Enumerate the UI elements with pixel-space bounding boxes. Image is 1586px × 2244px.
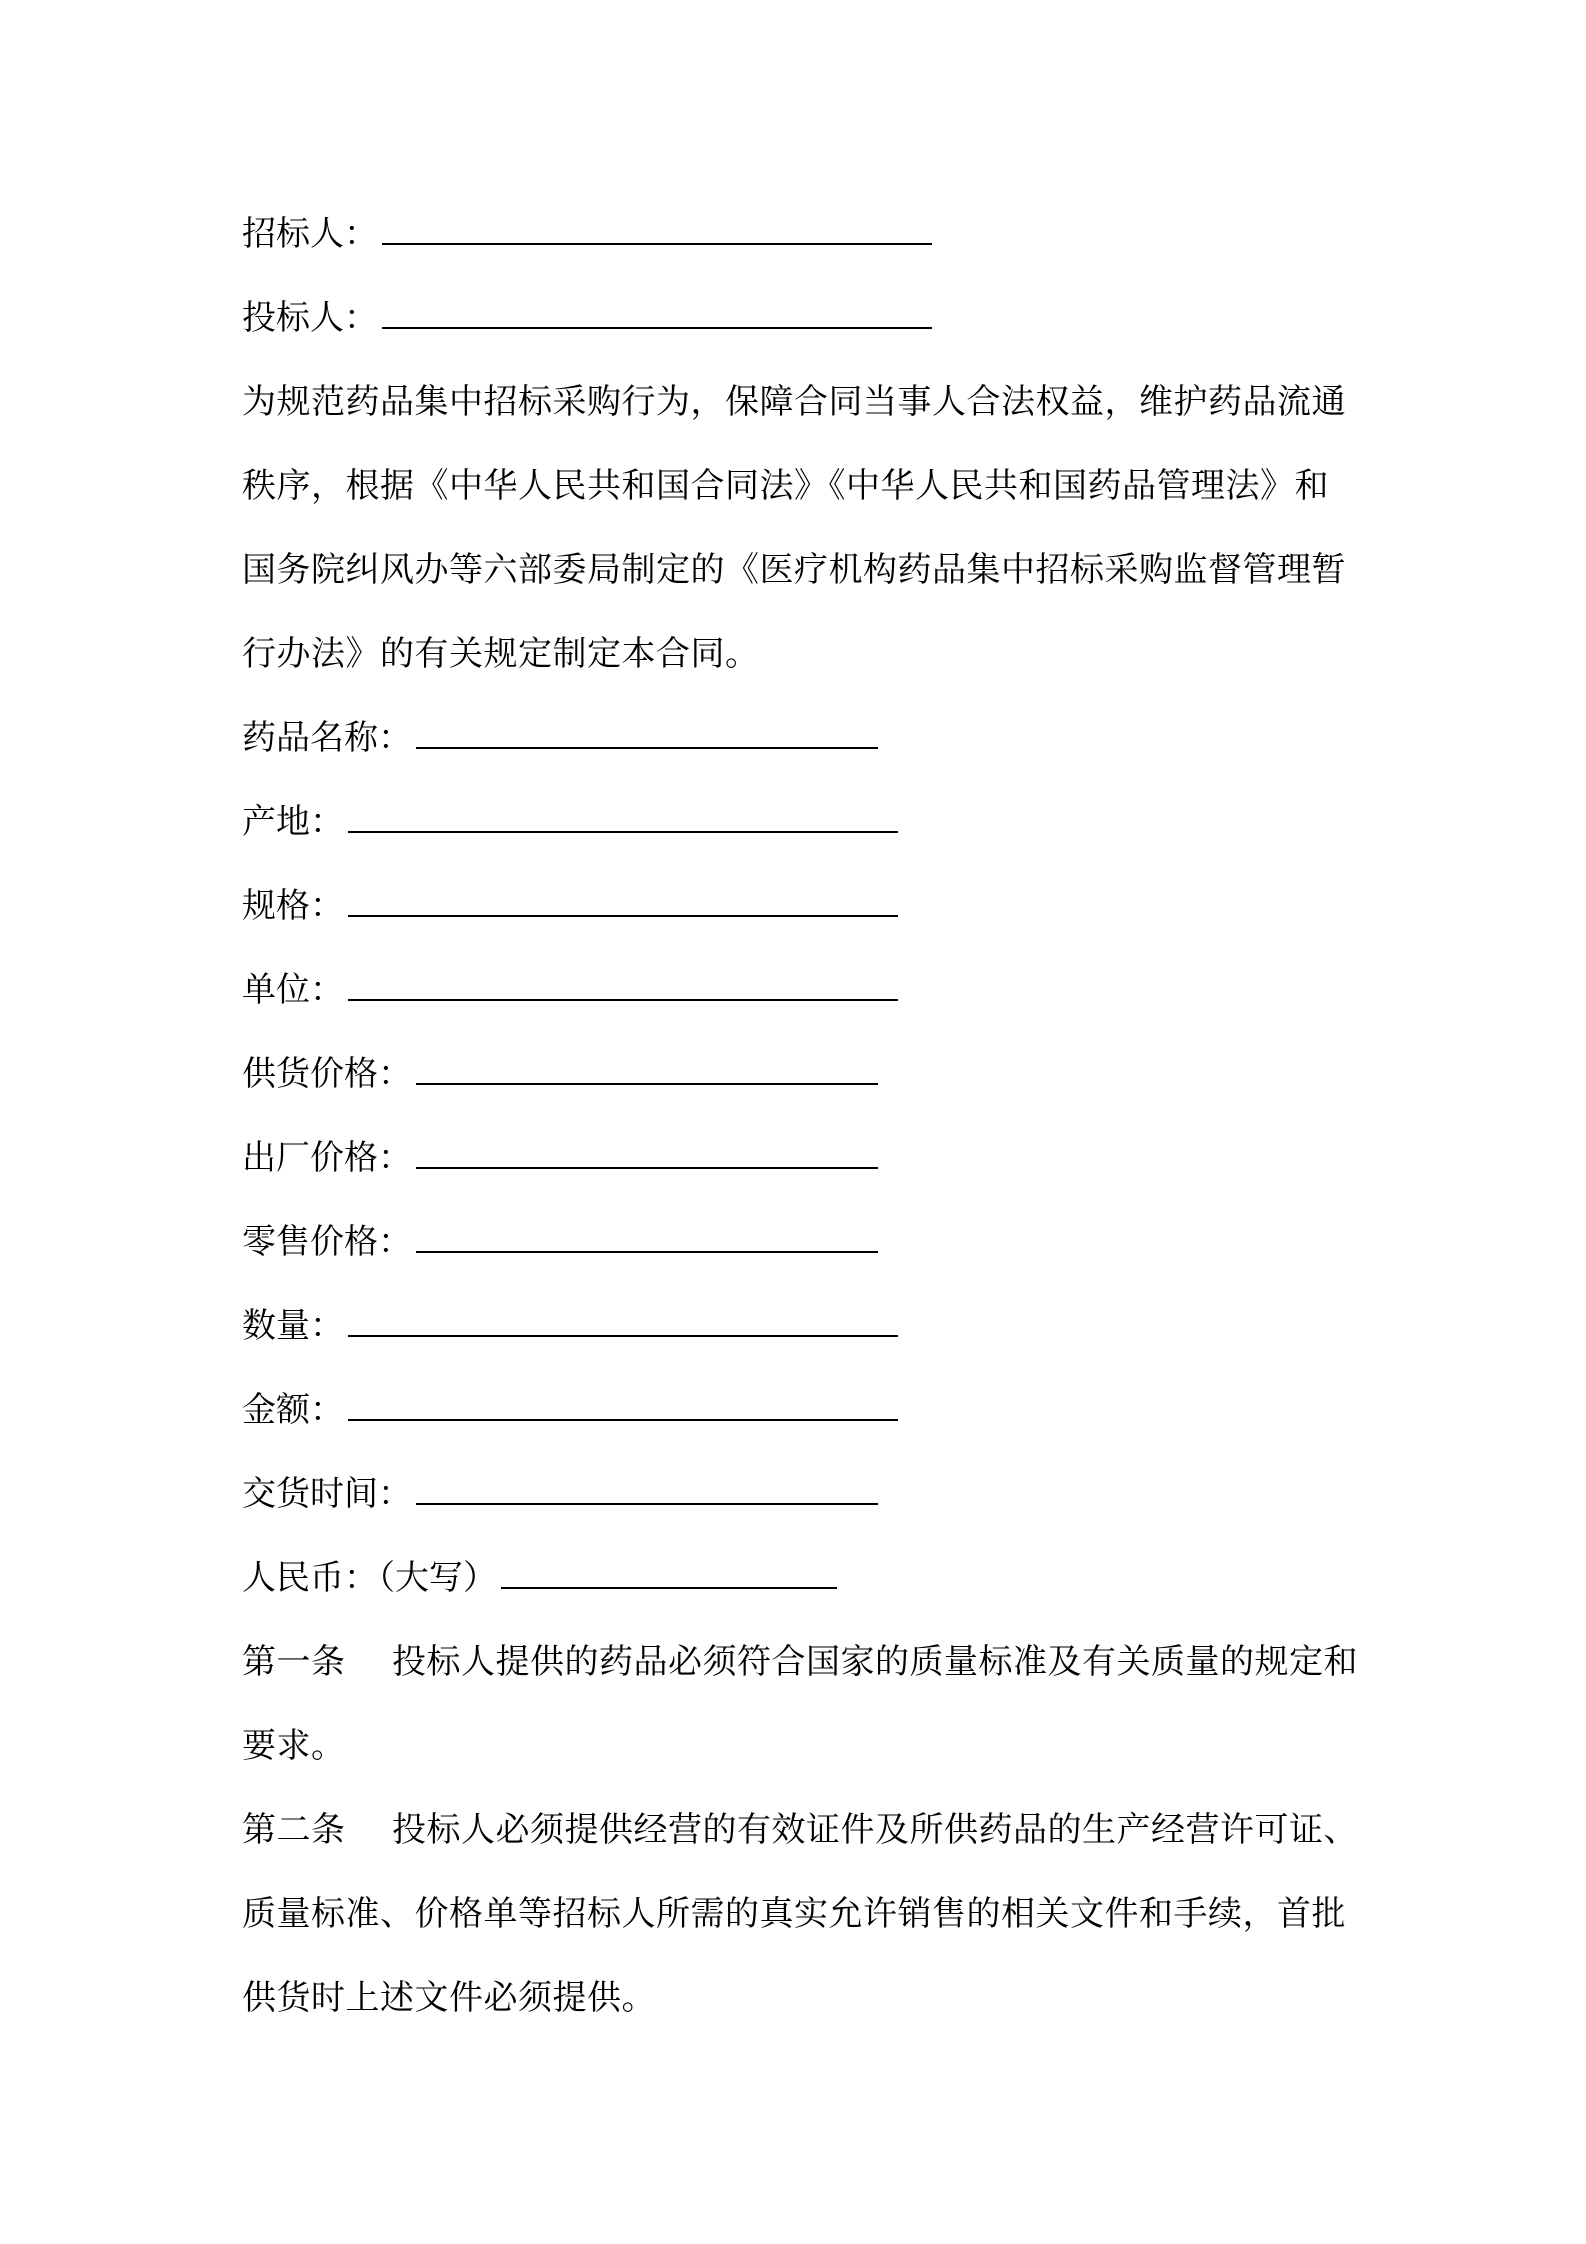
rmb-line bbox=[242, 1536, 1362, 1620]
contract-body bbox=[242, 192, 1362, 2040]
factory-price-label: 出厂价格： bbox=[242, 1138, 412, 1178]
drug-name-label: 药品名称： bbox=[242, 718, 412, 758]
tenderer-blank bbox=[382, 213, 932, 245]
article-one-text: 投标人提供的药品必须符合国家的质量标准及有关质量的规定和要求。 bbox=[242, 1642, 1358, 1766]
unit-label: 单位： bbox=[242, 970, 344, 1010]
delivery-time-label: 交货时间： bbox=[242, 1474, 412, 1514]
amount-blank bbox=[348, 1389, 898, 1421]
factory-price-line bbox=[242, 1116, 1362, 1200]
tenderer-label: 招标人： bbox=[242, 214, 378, 254]
drug-name-blank bbox=[416, 717, 878, 749]
quantity-blank bbox=[348, 1305, 898, 1337]
spec-line bbox=[242, 864, 1362, 948]
amount-label: 金额： bbox=[242, 1390, 344, 1430]
origin-label: 产地： bbox=[242, 802, 344, 842]
article-two-text: 投标人必须提供经营的有效证件及所供药品的生产经营许可证、质量标准、价格单等招标人所需的真实允许销售的相关文件和手续，首批供货时上述文件必须提供。 bbox=[242, 1810, 1358, 2018]
rmb-label: 人民币：（大写） bbox=[242, 1558, 497, 1598]
origin-line bbox=[242, 780, 1362, 864]
quantity-line bbox=[242, 1284, 1362, 1368]
intro-paragraph: 为规范药品集中招标采购行为，保障合同当事人合法权益，维护药品流通秩序，根据《中华人民共和国合同法》《中华人民共和国药品管理法》和国务院纠风办等六部委局制定的《医疗机构药品集中招标采购监督管理暂行办法》的有关规定制定本合同。 bbox=[242, 382, 1346, 674]
drug-name-line bbox=[242, 696, 1362, 780]
quantity-label: 数量： bbox=[242, 1306, 344, 1346]
unit-line bbox=[242, 948, 1362, 1032]
article-one-title: 第一条 bbox=[242, 1642, 346, 1682]
retail-price-blank bbox=[416, 1221, 878, 1253]
retail-price-line bbox=[242, 1200, 1362, 1284]
supply-price-blank bbox=[416, 1053, 878, 1085]
delivery-time-line bbox=[242, 1452, 1362, 1536]
amount-line bbox=[242, 1368, 1362, 1452]
delivery-time-blank bbox=[416, 1473, 878, 1505]
spec-blank bbox=[348, 885, 898, 917]
bidder-line bbox=[242, 276, 1362, 360]
origin-blank bbox=[348, 801, 898, 833]
unit-blank bbox=[348, 969, 898, 1001]
bidder-label: 投标人： bbox=[242, 298, 378, 338]
tenderer-line bbox=[242, 192, 1362, 276]
factory-price-blank bbox=[416, 1137, 878, 1169]
rmb-blank bbox=[501, 1557, 837, 1589]
bidder-blank bbox=[382, 297, 932, 329]
supply-price-line bbox=[242, 1032, 1362, 1116]
spec-label: 规格： bbox=[242, 886, 344, 926]
supply-price-label: 供货价格： bbox=[242, 1054, 412, 1094]
retail-price-label: 零售价格： bbox=[242, 1222, 412, 1262]
article-two-title: 第二条 bbox=[242, 1810, 346, 1850]
article-one bbox=[242, 1620, 1362, 1788]
article-two bbox=[242, 1788, 1362, 2040]
